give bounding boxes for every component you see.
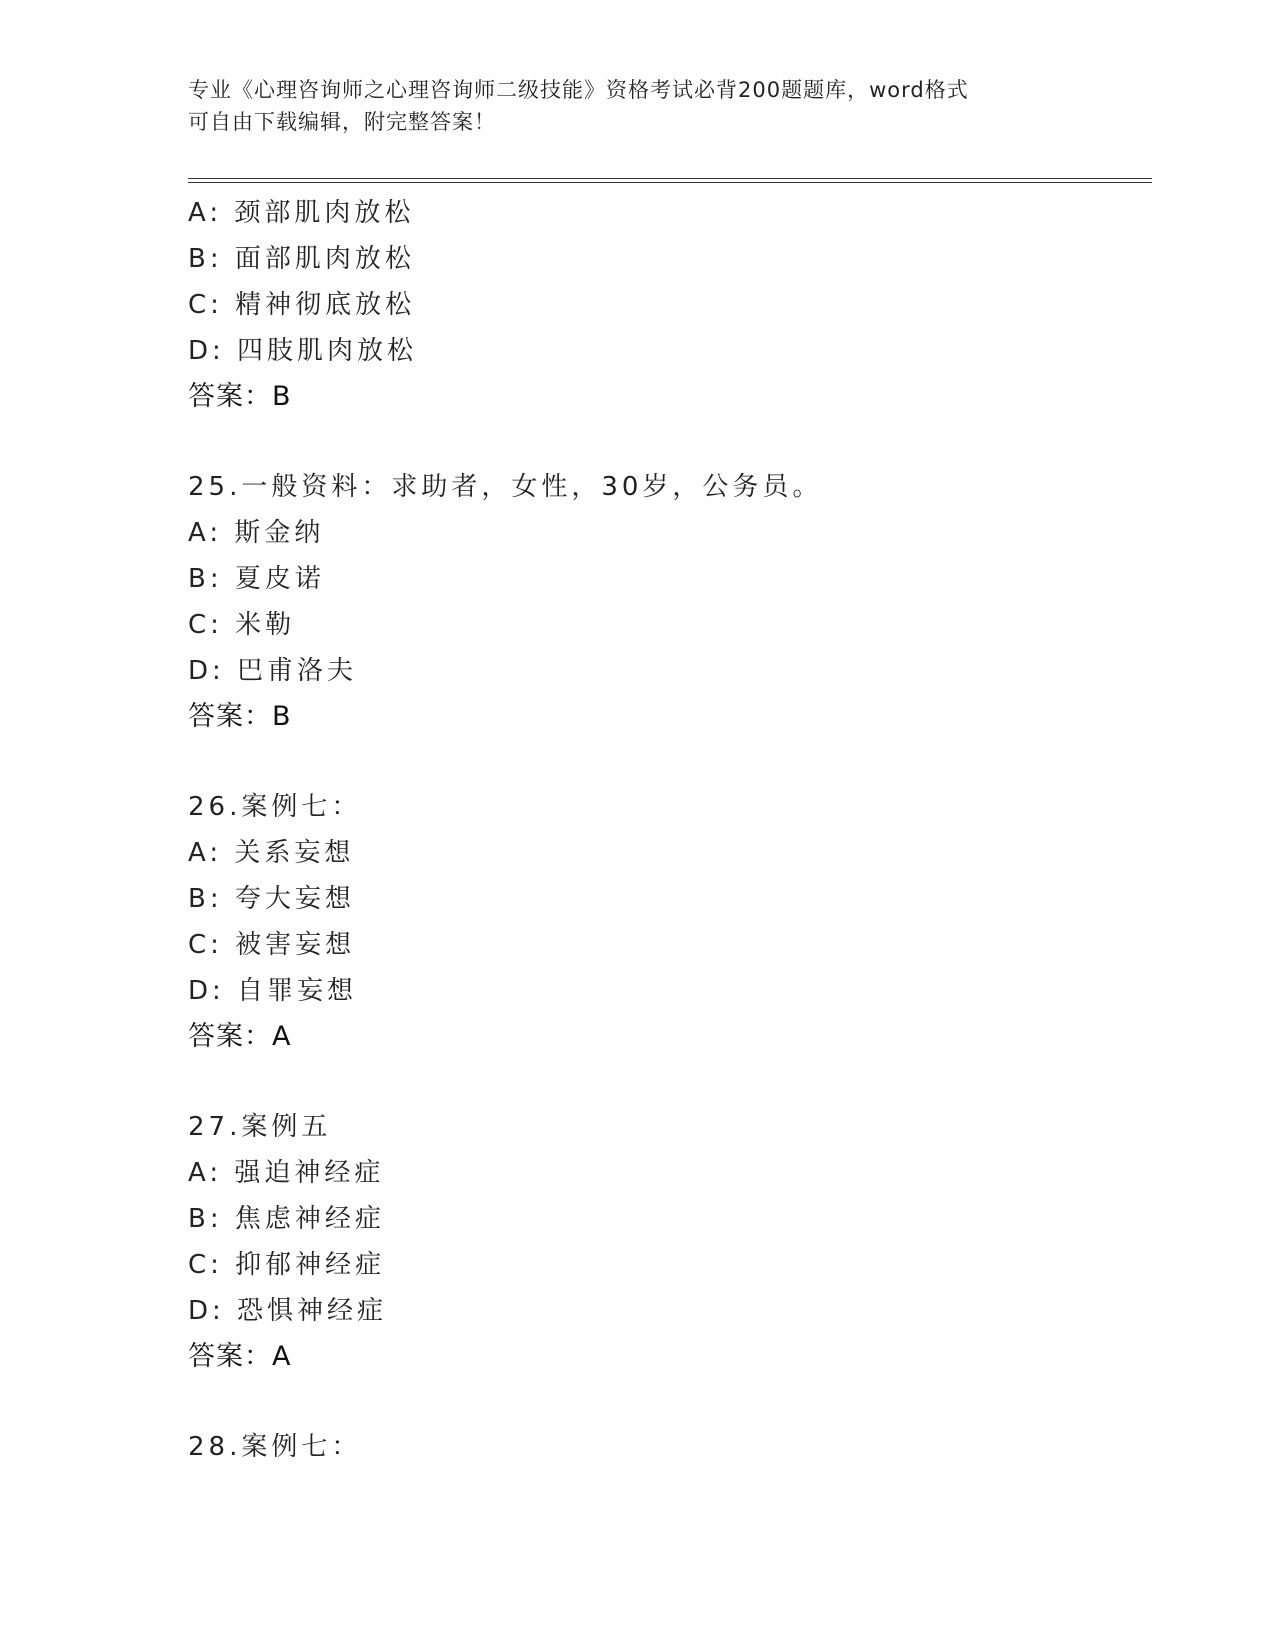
header-line-2: 可自由下载编辑，附完整答案！ <box>188 110 496 134</box>
option-a: A: 斯金纳 <box>188 518 325 548</box>
option-c: C: 被害妄想 <box>188 930 356 960</box>
option-d: D: 四肢肌肉放松 <box>188 336 418 366</box>
answer-line: 答案：B <box>188 381 292 412</box>
option-a: A: 强迫神经症 <box>188 1158 385 1188</box>
document-header <box>188 74 1088 138</box>
question-title: 28.案例七： <box>188 1432 362 1462</box>
option-d: D: 巴甫洛夫 <box>188 656 358 686</box>
question-block <box>188 464 1152 740</box>
block-spacer <box>188 420 1152 464</box>
option-b: B: 面部肌肉放松 <box>188 244 415 274</box>
option-a: A: 颈部肌肉放松 <box>188 198 415 228</box>
question-block <box>188 190 1152 420</box>
option-c: C: 精神彻底放松 <box>188 290 416 320</box>
option-d: D: 恐惧神经症 <box>188 1296 388 1326</box>
answer-line: 答案：B <box>188 701 292 732</box>
option-b: B: 夏皮诺 <box>188 564 325 594</box>
block-spacer <box>188 1060 1152 1104</box>
option-a: A: 关系妄想 <box>188 838 355 868</box>
option-c: C: 米勒 <box>188 610 296 640</box>
answer-line: 答案：A <box>188 1021 292 1052</box>
header-line-1: 专业《心理咨询师之心理咨询师二级技能》资格考试必背200题题库，word格式 <box>188 78 969 102</box>
option-d: D: 自罪妄想 <box>188 976 358 1006</box>
question-title: 27.案例五 <box>188 1112 332 1142</box>
block-spacer <box>188 740 1152 784</box>
block-spacer <box>188 1380 1152 1424</box>
question-block <box>188 784 1152 1060</box>
question-block <box>188 1424 1152 1470</box>
question-title: 26.案例七： <box>188 792 362 822</box>
question-title: 25.一般资料：求助者，女性，30岁，公务员。 <box>188 472 823 502</box>
option-b: B: 焦虑神经症 <box>188 1204 385 1234</box>
question-list <box>188 190 1152 1470</box>
header-divider <box>188 178 1152 183</box>
question-block <box>188 1104 1152 1380</box>
option-b: B: 夸大妄想 <box>188 884 355 914</box>
option-c: C: 抑郁神经症 <box>188 1250 386 1280</box>
answer-line: 答案：A <box>188 1341 292 1372</box>
